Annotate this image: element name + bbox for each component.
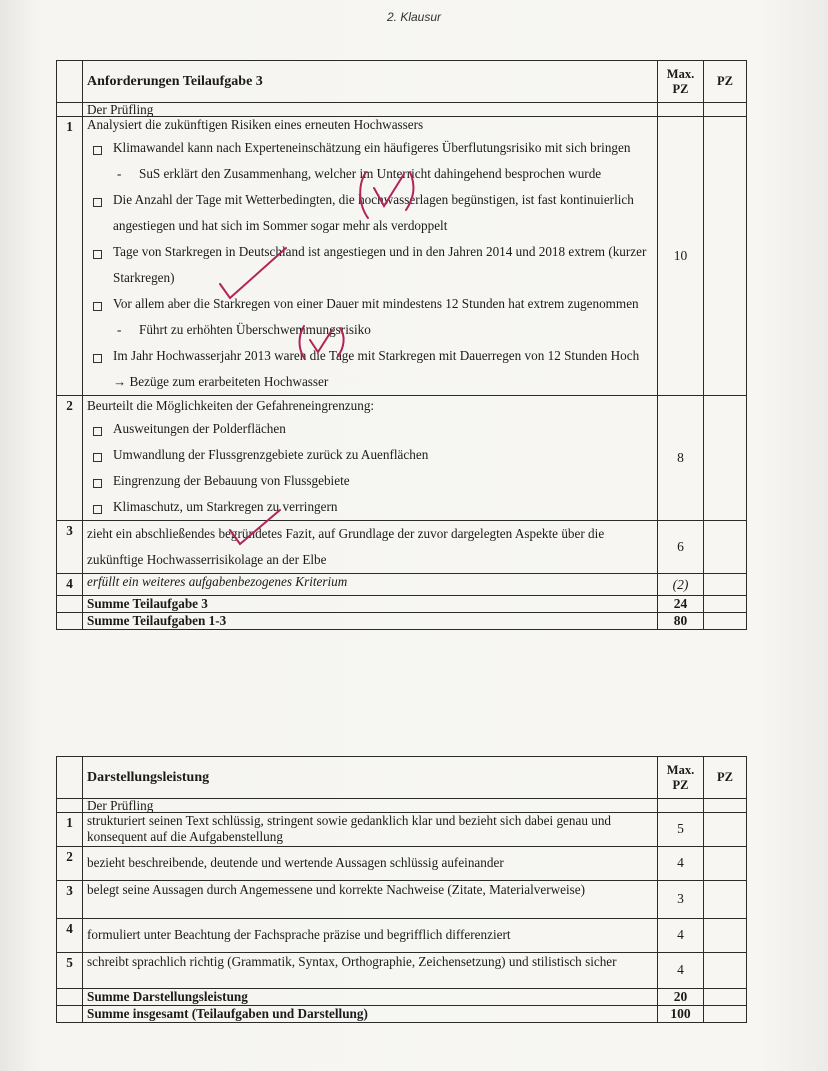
list-item: Umwandlung der Flussgrenzgebiete zurück zu Auenflächen (87, 442, 653, 468)
row-text: strukturiert seinen Text schlüssig, stringent sowie gedanklich klar und bezieht sich dabei genau und konsequent auf die Aufgabenstellung (83, 813, 658, 847)
pz-header: PZ (704, 757, 747, 799)
header-num-cell (57, 61, 83, 103)
sum-label: Summe insgesamt (Teilaufgaben und Darstellung) (83, 1006, 658, 1023)
sum-points: 80 (658, 612, 704, 629)
pz-cell (704, 521, 747, 574)
intro-row (57, 799, 747, 813)
row-number: 3 (57, 881, 83, 919)
pz-cell (704, 813, 747, 847)
table-title: Anforderungen Teilaufgabe 3 (83, 61, 658, 103)
table-header-row (57, 757, 747, 799)
list-item: Eingrenzung der Bebauung von Flussgebiete (87, 468, 653, 494)
row-text: Analysiert die zukünftigen Risiken eines erneuten Hochwassers (87, 117, 424, 132)
row-text: formuliert unter Beachtung der Fachsprache präzise und begrifflich differenziert (83, 919, 658, 953)
row-text: zieht ein abschließendes begründetes Fazit, auf Grundlage der zuvor dargelegten Aspekte über die zukünftige Hochwasserrisikolage an der Elbe (83, 521, 658, 574)
row-text: erfüllt ein weiteres aufgabenbezogenes Kriterium (83, 574, 658, 596)
max-points: 4 (658, 847, 704, 881)
requirements-table (56, 60, 747, 630)
pz-cell (704, 396, 747, 521)
max-points: 10 (658, 117, 704, 396)
sum-label: Summe Teilaufgabe 3 (83, 595, 658, 612)
table-row (57, 919, 747, 953)
list-item: Die Anzahl der Tage mit Wetterbedingten, die hochwasserlagen begünstigen, ist fast kontinuierlich angestiegen und hat sich im Sommer sogar mehr als verdoppelt (87, 187, 653, 239)
sum-points: 100 (658, 1006, 704, 1023)
table-header-row (57, 61, 747, 103)
sum-row (57, 595, 747, 612)
sum-label: Summe Teilaufgaben 1-3 (83, 612, 658, 629)
pz-cell (704, 881, 747, 919)
sum-points: 20 (658, 989, 704, 1006)
row-number: 4 (57, 919, 83, 953)
sum-row (57, 989, 747, 1006)
presentation-table (56, 756, 747, 1023)
intro-text: Der Prüfling (83, 103, 658, 117)
max-points: 3 (658, 881, 704, 919)
table-row (57, 953, 747, 989)
table-row (57, 881, 747, 919)
max-points: 8 (658, 396, 704, 521)
max-points: 5 (658, 813, 704, 847)
list-item: Vor allem aber die Starkregen von einer Dauer mit mindestens 12 Stunden hat extrem zugenommen (87, 291, 653, 317)
row-number: 4 (57, 574, 83, 596)
intro-text: Der Prüfling (83, 799, 658, 813)
max-points: (2) (658, 574, 704, 596)
row-number: 2 (57, 847, 83, 881)
row-number: 2 (57, 396, 83, 521)
list-item: Im Jahr Hochwasserjahr 2013 waren die Tage mit Starkregen mit Dauerregen von 12 Stunden Hoch → Bezüge zum erarbeiteten Hochwasser (87, 343, 653, 395)
table-row (57, 847, 747, 881)
row-text: bezieht beschreibende, deutende und wertende Aussagen schlüssig aufeinander (83, 847, 658, 881)
pz-cell (704, 919, 747, 953)
max-points: 4 (658, 919, 704, 953)
sum-row (57, 612, 747, 629)
list-item: Ausweitungen der Polderflächen (87, 416, 653, 442)
pz-cell (704, 953, 747, 989)
row-text: belegt seine Aussagen durch Angemessene und korrekte Nachweise (Zitate, Materialverweise) (83, 881, 658, 919)
pz-cell (704, 847, 747, 881)
sum-row (57, 1006, 747, 1023)
row-number: 1 (57, 813, 83, 847)
table-row (57, 117, 747, 396)
pz-cell (704, 117, 747, 396)
sum-label: Summe Darstellungsleistung (83, 989, 658, 1006)
max-pz-header: Max. PZ (658, 757, 704, 799)
sum-points: 24 (658, 595, 704, 612)
pz-cell (704, 574, 747, 596)
table-row (57, 813, 747, 847)
table-row (57, 574, 747, 596)
table-title: Darstellungsleistung (83, 757, 658, 799)
row-number: 1 (57, 117, 83, 396)
table-row (57, 396, 747, 521)
table-row (57, 521, 747, 574)
row-text: schreibt sprachlich richtig (Grammatik, Syntax, Orthographie, Zeichensetzung) und stilistisch sicher (83, 953, 658, 989)
row-content (83, 396, 658, 521)
list-item: Klimaschutz, um Starkregen zu verringern (87, 494, 653, 520)
row-text: Beurteilt die Möglichkeiten der Gefahreneingrenzung: (87, 398, 375, 413)
max-points: 4 (658, 953, 704, 989)
list-item: - SuS erklärt den Zusammenhang, welcher im Unterricht dahingehend besprochen wurde (87, 161, 653, 187)
max-points: 6 (658, 521, 704, 574)
row-content (83, 117, 658, 396)
row-number: 3 (57, 521, 83, 574)
list-item: Tage von Starkregen in Deutschland ist angestiegen und in den Jahren 2014 und 2018 extrem (kurzer Starkregen) (87, 239, 653, 291)
row-number: 5 (57, 953, 83, 989)
page-header: 2. Klausur (386, 10, 442, 24)
list-item: - Führt zu erhöhten Überschwemmungsrisiko (87, 317, 653, 343)
intro-row (57, 103, 747, 117)
list-item: Klimawandel kann nach Experteneinschätzung ein häufigeres Überflutungsrisiko mit sich bringen (87, 135, 653, 161)
max-pz-header: Max. PZ (658, 61, 704, 103)
pz-header: PZ (704, 61, 747, 103)
